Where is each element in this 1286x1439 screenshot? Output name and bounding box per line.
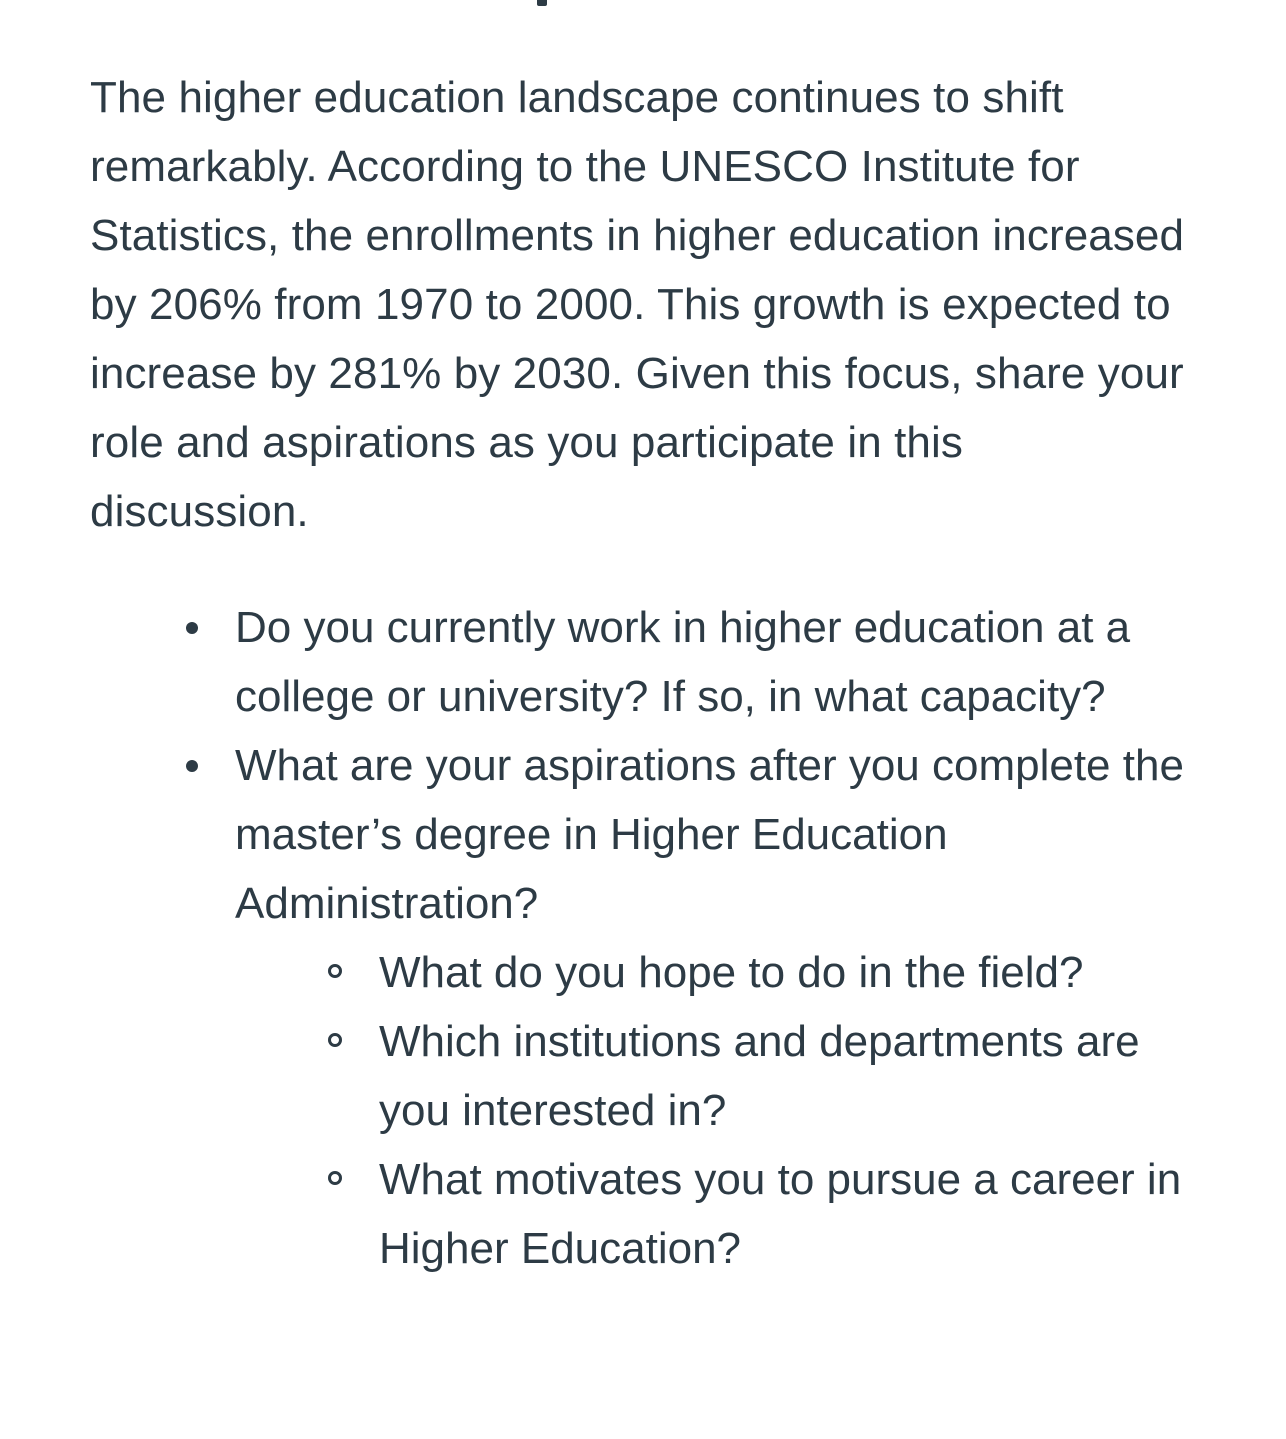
intro-paragraph: The higher education landscape continues to shift remarkably. According to the UNESCO Institute for Statistics, the enrollments in higher education increased by 206% from 1970 to 2000. This growth is expected to increase by 281% by 2030. Given this focus, share your role and aspirations as you participate in this discussion. (90, 73, 1185, 536)
bullet-icon (186, 760, 198, 772)
subquestion-text: Which institutions and departments are you interested in? (379, 1017, 1140, 1135)
subquestion-text: What motivates you to pursue a career in Higher Education? (379, 1155, 1182, 1273)
bullet-icon (186, 622, 198, 634)
list-item (235, 593, 1190, 731)
hollow-bullet-icon (328, 964, 342, 978)
question-list (90, 593, 1190, 1283)
question-text: What are your aspirations after you complete the master’s degree in Higher Education Administration? (235, 741, 1184, 928)
discussion-prompt (90, 63, 1190, 1283)
hollow-bullet-icon (328, 1033, 342, 1047)
sub-list-item (379, 938, 1190, 1007)
subquestion-text: What do you hope to do in the field? (379, 948, 1084, 997)
cut-off-heading-fragment (537, 0, 547, 6)
sub-list-item (379, 1007, 1190, 1145)
subquestion-list (235, 938, 1190, 1283)
sub-list-item (379, 1145, 1190, 1283)
list-item (235, 731, 1190, 1283)
question-text: Do you currently work in higher education at a college or university? If so, in what capacity? (235, 603, 1131, 721)
hollow-bullet-icon (328, 1171, 342, 1185)
